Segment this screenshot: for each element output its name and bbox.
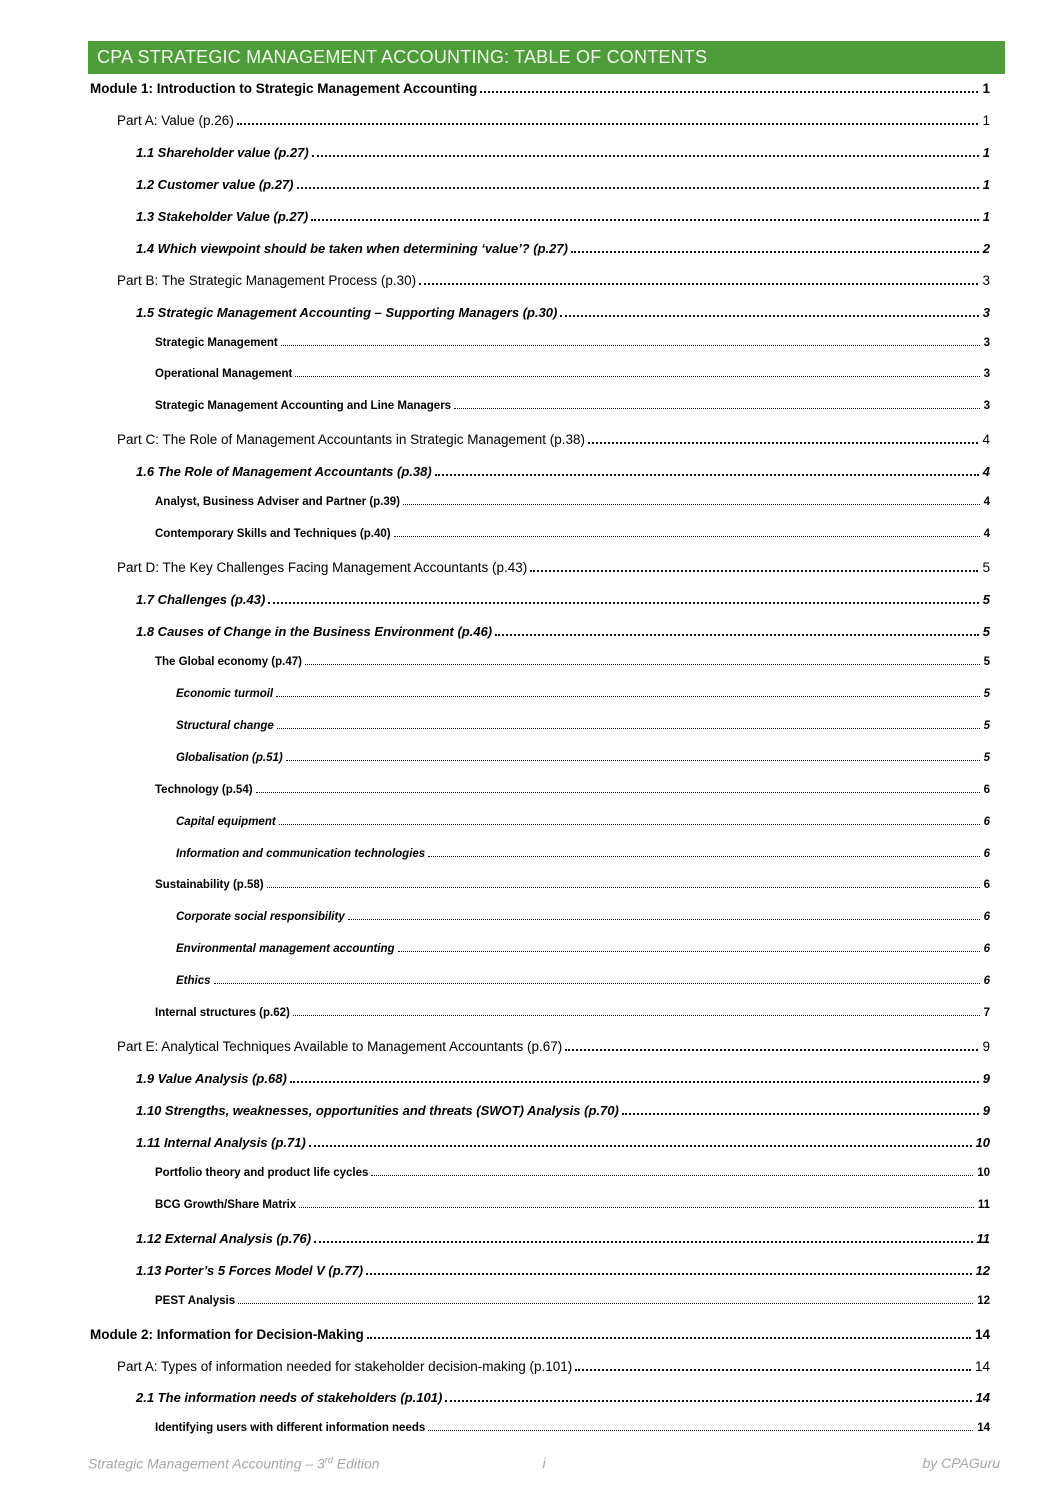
toc-entry-page: 5	[983, 751, 990, 764]
dot-leader	[530, 570, 978, 572]
toc-entry[interactable]	[88, 170, 990, 202]
toc-entry-label: PEST Analysis	[155, 1294, 236, 1307]
toc-entry-label: 1.12 External Analysis (p.76)	[136, 1230, 312, 1246]
toc-entry[interactable]	[88, 745, 990, 777]
toc-entry-label: The Global economy (p.47)	[155, 655, 302, 668]
toc-entry[interactable]	[88, 681, 990, 713]
dot-leader	[565, 1049, 978, 1051]
toc-entry-page: 3	[982, 272, 990, 288]
toc-entry-label: Ethics	[176, 975, 211, 988]
toc-entry-page: 1	[982, 208, 990, 224]
toc-entry-page: 7	[983, 1007, 990, 1020]
dot-leader	[622, 1113, 979, 1115]
dot-leader	[588, 442, 978, 444]
toc-entry[interactable]	[88, 1256, 990, 1288]
toc-entry-page: 3	[982, 304, 990, 320]
toc-entry[interactable]	[88, 1288, 990, 1320]
dot-leader	[279, 824, 980, 825]
toc-entry-label: 1.10 Strengths, weaknesses, opportunities and threats (SWOT) Analysis (p.70)	[136, 1103, 619, 1118]
toc-entry[interactable]	[88, 585, 990, 617]
dot-leader	[495, 634, 979, 636]
toc-entry[interactable]	[88, 841, 990, 873]
toc-entry-label: Identifying users with different information needs	[155, 1422, 426, 1435]
toc-entry-label: Module 1: Introduction to Strategic Management Accounting	[90, 81, 478, 96]
toc-entry-page: 11	[976, 1230, 990, 1246]
toc-entry-label: Information and communication technologies	[176, 847, 426, 860]
toc-entry[interactable]	[88, 968, 990, 1000]
toc-entry[interactable]	[88, 330, 990, 362]
toc-entry[interactable]	[88, 809, 990, 841]
dot-leader	[276, 696, 979, 697]
toc-entry[interactable]	[88, 1032, 990, 1064]
toc-entry[interactable]	[88, 457, 990, 489]
toc-entry[interactable]	[88, 393, 990, 425]
dot-leader	[571, 251, 979, 253]
dot-leader	[419, 283, 978, 285]
toc-entry-label: Strategic Management Accounting and Line Managers	[155, 400, 452, 413]
toc-entry[interactable]	[88, 266, 990, 298]
toc-entry-label: Internal structures (p.62)	[155, 1007, 290, 1020]
toc-entry-page: 1	[982, 176, 990, 192]
toc-entry-page: 6	[983, 911, 990, 924]
toc-entry-page: 6	[983, 815, 990, 828]
toc-entry-page: 14	[977, 1422, 990, 1435]
dot-leader	[311, 219, 979, 221]
dot-leader	[314, 1241, 972, 1243]
dot-leader	[367, 1337, 971, 1339]
toc-entry-page: 1	[982, 112, 990, 128]
toc-entry-label: Part A: Types of information needed for stakeholder decision-making (p.101)	[117, 1358, 573, 1374]
dot-leader	[277, 728, 980, 729]
toc-entry-page: 6	[983, 847, 990, 860]
toc-entry-page: 6	[983, 943, 990, 956]
dot-leader	[299, 1207, 974, 1208]
dot-leader	[256, 792, 980, 793]
toc-entry[interactable]	[88, 521, 990, 553]
dot-leader	[454, 408, 980, 409]
toc-entry-page: 3	[983, 368, 990, 381]
toc-entry-label: Operational Management	[155, 368, 293, 381]
toc-entry-page: 14	[975, 1390, 990, 1406]
page-title: CPA STRATEGIC MANAGEMENT ACCOUNTING: TABLE OF CONTENTS	[88, 41, 1005, 74]
toc-entry[interactable]	[88, 936, 990, 968]
toc-entry-label: 1.2 Customer value (p.27)	[136, 176, 294, 192]
dot-leader	[312, 155, 979, 157]
toc-entry[interactable]	[88, 777, 990, 809]
dot-leader	[268, 602, 978, 604]
dot-leader	[286, 760, 980, 761]
toc-entry-page: 4	[983, 496, 990, 509]
toc-entry-page: 14	[974, 1326, 990, 1342]
toc-entry[interactable]	[88, 1000, 990, 1032]
toc-entry-page: 4	[983, 528, 990, 541]
footer-author: by CPAGuru	[922, 1455, 1000, 1471]
toc-entry[interactable]	[88, 1192, 990, 1224]
toc-entry[interactable]	[88, 1096, 990, 1128]
toc-entry-page: 1	[982, 81, 990, 96]
toc-entry-page: 6	[983, 783, 990, 796]
toc-entry[interactable]	[88, 1352, 990, 1384]
toc-entry-label: 1.4 Which viewpoint should be taken when determining ‘value’? (p.27)	[136, 240, 568, 256]
dot-leader	[281, 345, 980, 346]
dot-leader	[348, 919, 980, 920]
toc-entry-label: Part C: The Role of Management Accountants in Strategic Management (p.38)	[117, 432, 586, 448]
dot-leader	[435, 474, 979, 476]
toc-entry-page: 9	[982, 1103, 990, 1118]
toc-entry-page: 12	[977, 1294, 990, 1307]
toc-entry-page: 9	[982, 1039, 990, 1055]
toc-entry-page: 5	[983, 655, 990, 668]
page-footer	[88, 1455, 1000, 1472]
toc-entry-page: 3	[983, 336, 990, 349]
toc-entry-label: 1.5 Strategic Management Accounting – Supporting Managers (p.30)	[136, 304, 558, 320]
footer-page-number: i	[542, 1455, 546, 1471]
toc-entry-page: 4	[982, 464, 990, 480]
toc-entry-page: 4	[982, 432, 990, 448]
toc-entry[interactable]	[88, 649, 990, 681]
toc-entry[interactable]	[88, 425, 990, 457]
toc-entry[interactable]	[88, 74, 990, 106]
dot-leader	[238, 1303, 973, 1304]
dot-leader	[366, 1273, 971, 1275]
dot-leader	[237, 123, 979, 125]
toc-entry-label: Environmental management accounting	[176, 943, 395, 956]
toc-entry-page: 14	[974, 1358, 990, 1374]
toc-entry-label: Contemporary Skills and Techniques (p.40)	[155, 528, 391, 541]
toc-entry-page: 6	[983, 975, 990, 988]
toc-entry-label: Portfolio theory and product life cycles	[155, 1166, 369, 1179]
toc-entry-page: 1	[982, 144, 990, 160]
toc-entry-label: Capital equipment	[176, 815, 276, 828]
toc-entry[interactable]	[88, 1128, 990, 1160]
toc-entry-label: Part D: The Key Challenges Facing Management Accountants (p.43)	[117, 560, 528, 576]
toc-entry-page: 5	[982, 560, 990, 576]
toc-entry-label: Corporate social responsibility	[176, 911, 345, 924]
toc-entry[interactable]	[88, 1224, 990, 1256]
toc-entry-page: 11	[977, 1198, 990, 1211]
toc-entry-label: Technology (p.54)	[155, 783, 253, 796]
toc-entry-page: 5	[982, 623, 990, 639]
toc-entry[interactable]	[88, 713, 990, 745]
toc-entry-page: 6	[983, 879, 990, 892]
toc-entry-label: 1.9 Value Analysis (p.68)	[136, 1071, 287, 1087]
toc-entry-page: 12	[975, 1262, 990, 1278]
toc-entry[interactable]	[88, 872, 990, 904]
toc-entry-page: 10	[977, 1166, 990, 1179]
dot-leader	[428, 1430, 973, 1431]
toc-entry-page: 5	[983, 719, 990, 732]
toc-entry-page: 9	[982, 1071, 990, 1087]
toc-entry-page: 3	[983, 400, 990, 413]
toc-entry[interactable]	[88, 138, 990, 170]
dot-leader	[428, 856, 979, 857]
toc-entry[interactable]	[88, 1064, 990, 1096]
footer-edition-superscript: rd	[324, 1455, 333, 1465]
footer-book-title: Strategic Management Accounting – 3rd Edition	[88, 1455, 380, 1472]
dot-leader	[560, 315, 978, 317]
toc-entry[interactable]	[88, 106, 990, 138]
toc-entry-label: Part A: Value (p.26)	[117, 112, 234, 128]
toc-entry-page: 2	[982, 240, 990, 256]
dot-leader	[403, 504, 980, 505]
toc-entry-label: 1.7 Challenges (p.43)	[136, 592, 266, 607]
toc-entry[interactable]	[88, 489, 990, 521]
dot-leader	[305, 664, 980, 665]
toc-entry-label: Strategic Management	[155, 336, 278, 349]
toc-entry-label: Analyst, Business Adviser and Partner (p.39)	[155, 496, 400, 509]
toc-entry[interactable]	[88, 1415, 990, 1447]
dot-leader	[214, 983, 980, 984]
dot-leader	[309, 1145, 972, 1147]
dot-leader	[267, 887, 980, 888]
toc-entry[interactable]	[88, 1160, 990, 1192]
toc-entry[interactable]	[88, 361, 990, 393]
dot-leader	[445, 1400, 971, 1402]
toc-entry[interactable]	[88, 1320, 990, 1352]
toc-entry-label: 1.11 Internal Analysis (p.71)	[136, 1134, 306, 1150]
toc-entry-page: 5	[982, 592, 990, 607]
toc-entry[interactable]	[88, 553, 990, 585]
dot-leader	[290, 1081, 979, 1083]
toc-entry[interactable]	[88, 1383, 990, 1415]
toc-entry-label: Part E: Analytical Techniques Available to Management Accountants (p.67)	[117, 1039, 563, 1055]
toc-entry-label: Economic turmoil	[176, 687, 274, 700]
toc-entry-page: 10	[975, 1134, 990, 1150]
toc-entry-label: Structural change	[176, 719, 274, 732]
toc-entry[interactable]	[88, 904, 990, 936]
toc-entry-page: 5	[983, 687, 990, 700]
toc-entry-label: Part B: The Strategic Management Process (p.30)	[117, 272, 417, 288]
dot-leader	[394, 536, 980, 537]
toc-entry-label: Globalisation (p.51)	[176, 751, 283, 764]
dot-leader	[297, 187, 979, 189]
toc-list	[88, 74, 990, 1447]
toc-entry[interactable]	[88, 617, 990, 649]
toc-entry-label: Module 2: Information for Decision-Making	[90, 1326, 364, 1342]
dot-leader	[295, 376, 979, 377]
toc-entry-label: 1.13 Porter’s 5 Forces Model V (p.77)	[136, 1262, 364, 1278]
dot-leader	[398, 951, 980, 952]
dot-leader	[293, 1015, 980, 1016]
dot-leader	[480, 91, 978, 93]
toc-entry-label: 1.6 The Role of Management Accountants (p.38)	[136, 464, 432, 480]
toc-entry[interactable]	[88, 202, 990, 234]
toc-entry-label: 1.3 Stakeholder Value (p.27)	[136, 208, 309, 224]
dot-leader	[575, 1369, 971, 1371]
toc-entry-label: 1.1 Shareholder value (p.27)	[136, 144, 309, 160]
toc-entry-label: BCG Growth/Share Matrix	[155, 1198, 297, 1211]
toc-entry[interactable]	[88, 234, 990, 266]
dot-leader	[371, 1175, 973, 1176]
toc-entry[interactable]	[88, 298, 990, 330]
toc-entry-label: 2.1 The information needs of stakeholders (p.101)	[136, 1390, 443, 1406]
toc-entry-label: Sustainability (p.58)	[155, 879, 264, 892]
toc-entry-label: 1.8 Causes of Change in the Business Environment (p.46)	[136, 623, 493, 639]
